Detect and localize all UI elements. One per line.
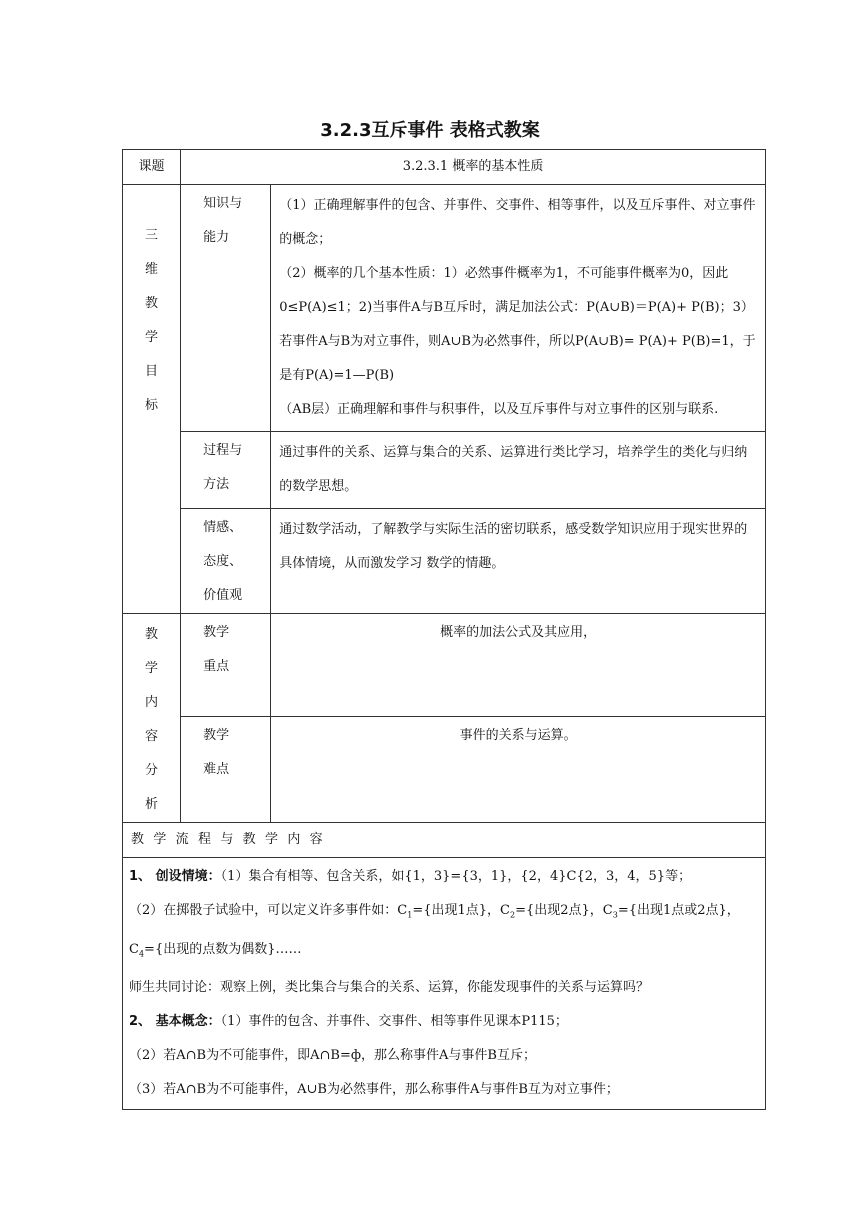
knowledge-content: （1）正确理解事件的包含、并事件、交事件、相等事件，以及互斥事件、对立事件的概念； （2）概率的几个基本性质：1）必然事件概率为1，不可能事件概率为0，因此0≤P(A)≤1；2)当事件A与B互斥时，满足加法公式：P(A∪B)＝P(A)+ P(B)；3）若事件A与B为对立事件，则A∪B为必然事件，所以P(A∪B)= P(A)+ P(B)=1，于是有P(A)=1—P(B) （AB层）正确理解和事件与积事件，以及互斥事件与对立事件的区别与联系.	[271, 185, 766, 432]
difficulty-label: 教学 难点	[181, 717, 271, 823]
flow-content	[123, 858, 766, 1110]
concepts-line-2: （2）若A∩B为不可能事件，即A∩B=ф，那么称事件A与事件B互斥；	[129, 1048, 536, 1064]
scenario-line-1: 1、 创设情境：（1）集合有相等、包含关系，如{1，3}={3，1}，{2，4}C{2，3，4，5}等；	[129, 869, 692, 884]
scenario-line-2: （2）在掷骰子试验中，可以定义许多事件如：$C_1=${出现1点}，$C_2=${出现2点}，$C_3=${出现1点或2点}，$C_4=${出现的点数为偶数}……	[129, 903, 740, 959]
topic-value: 3.2.3.1 概率的基本性质	[181, 150, 766, 185]
lesson-plan-table	[122, 149, 766, 1110]
process-content: 通过事件的关系、运算与集合的关系、运算进行类比学习，培养学生的类化与归纳的数学思想。	[271, 432, 766, 509]
scenario-heading: 1、 创设情境：	[129, 869, 221, 884]
scenario-line-3: 师生共同讨论：观察上例，类比集合与集合的关系、运算，你能发现事件的关系与运算吗？	[129, 980, 650, 996]
emotion-content: 通过数学活动，了解教学与实际生活的密切联系，感受数学知识应用于现实世界的具体情境，从而激发学习 数学的情趣。	[271, 509, 766, 614]
objectives-emotion-row	[123, 509, 766, 614]
flow-header: 教 学 流 程 与 教 学 内 容	[123, 823, 766, 858]
key-point-label: 教学 重点	[181, 614, 271, 717]
emotion-label: 情感、 态度、 价值观	[181, 509, 271, 614]
analysis-difficulty-row	[123, 717, 766, 823]
flow-header-row	[123, 823, 766, 858]
objectives-process-row	[123, 432, 766, 509]
topic-row	[123, 150, 766, 185]
difficulty-content: 事件的关系与运算。	[271, 717, 766, 823]
concepts-line-1: 2、 基本概念：（1）事件的包含、并事件、交事件、相等事件见课本P115；	[129, 1014, 568, 1030]
objectives-label: 三 维 教 学 目 标	[123, 185, 181, 614]
concepts-heading: 2、 基本概念：	[129, 1014, 221, 1030]
concepts-line-3: （3）若A∩B为不可能事件，A∪B为必然事件，那么称事件A与事件B互为对立事件；	[129, 1082, 619, 1098]
topic-label: 课题	[123, 150, 181, 185]
flow-content-row	[123, 858, 766, 1110]
analysis-label: 教 学 内 容 分 析	[123, 614, 181, 823]
objectives-knowledge-row	[123, 185, 766, 432]
knowledge-label: 知识与 能力	[181, 185, 271, 432]
analysis-key-row	[123, 614, 766, 717]
process-label: 过程与 方法	[181, 432, 271, 509]
document-title: 3.2.3互斥事件 表格式教案	[320, 120, 540, 141]
key-point-content: 概率的加法公式及其应用，	[271, 614, 766, 717]
